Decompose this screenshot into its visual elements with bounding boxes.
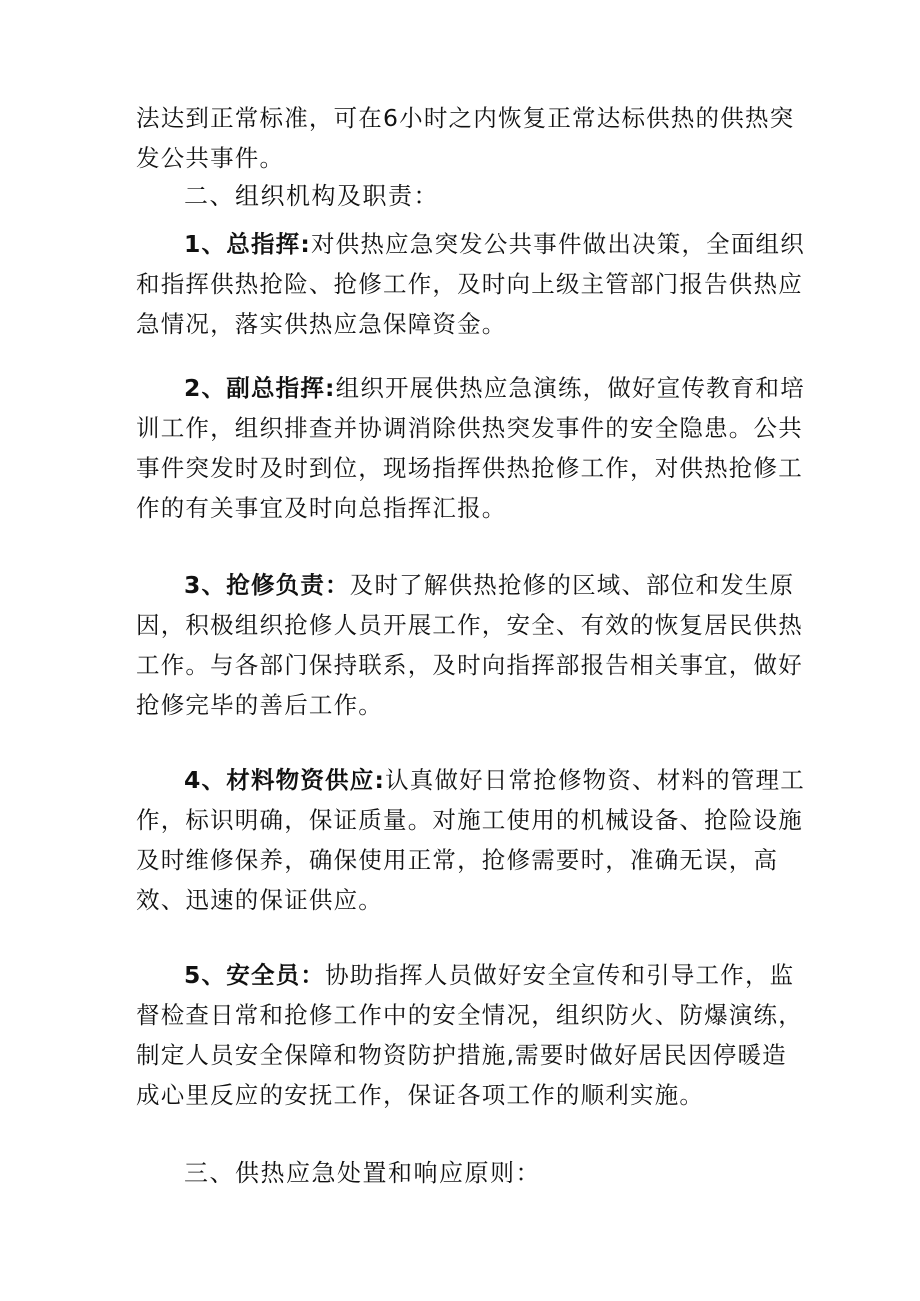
role-5-title: 5、安全员：	[184, 961, 326, 989]
role-1-title: 1、总指挥:	[184, 230, 311, 258]
role-4-title: 4、材料物资供应:	[184, 766, 386, 794]
role-paragraph-5	[136, 955, 806, 1115]
intro-text: 法达到正常标准，可在6小时之内恢复正常达标供热的供热突发公共事件。	[136, 104, 795, 172]
section-2-heading: 二、组织机构及职责：	[184, 182, 439, 210]
role-4-body: 认真做好日常抢修物资、材料的管理工作，标识明确，保证质量。对施工使用的机械设备、抢险设施及时维修保养，确保使用正常，抢修需要时，准确无误，高效、迅速的保证供应。	[136, 766, 805, 914]
role-2-title: 2、副总指挥:	[184, 374, 336, 402]
intro-paragraph	[136, 98, 806, 178]
role-paragraph-1	[136, 224, 806, 344]
section-3-heading: 三、供热应急处置和响应原则：	[184, 1159, 541, 1187]
role-3-title: 3、抢修负责：	[184, 571, 350, 599]
role-paragraph-2	[136, 368, 806, 528]
role-paragraph-4	[136, 760, 806, 920]
role-paragraph-3	[136, 565, 806, 725]
role-5-body: 协助指挥人员做好安全宣传和引导工作，监督检查日常和抢修工作中的安全情况，组织防火、防爆演练，制定人员安全保障和物资防护措施,需要时做好居民因停暖造成心里反应的安抚工作，保证各项工作的顺利实施。	[136, 961, 803, 1109]
role-2-body: 组织开展供热应急演练，做好宣传教育和培训工作，组织排查并协调消除供热突发事件的安全隐患。公共事件突发时及时到位，现场指挥供热抢修工作，对供热抢修工作的有关事宜及时向总指挥汇报。	[136, 374, 805, 522]
role-3-body: 及时了解供热抢修的区域、部位和发生原因，积极组织抢修人员开展工作，安全、有效的恢复居民供热工作。与各部门保持联系，及时向指挥部报告相关事宜，做好抢修完毕的善后工作。	[136, 571, 803, 719]
role-1-body: 对供热应急突发公共事件做出决策，全面组织和指挥供热抢险、抢修工作，及时向上级主管部门报告供热应急情况，落实供热应急保障资金。	[136, 230, 805, 338]
